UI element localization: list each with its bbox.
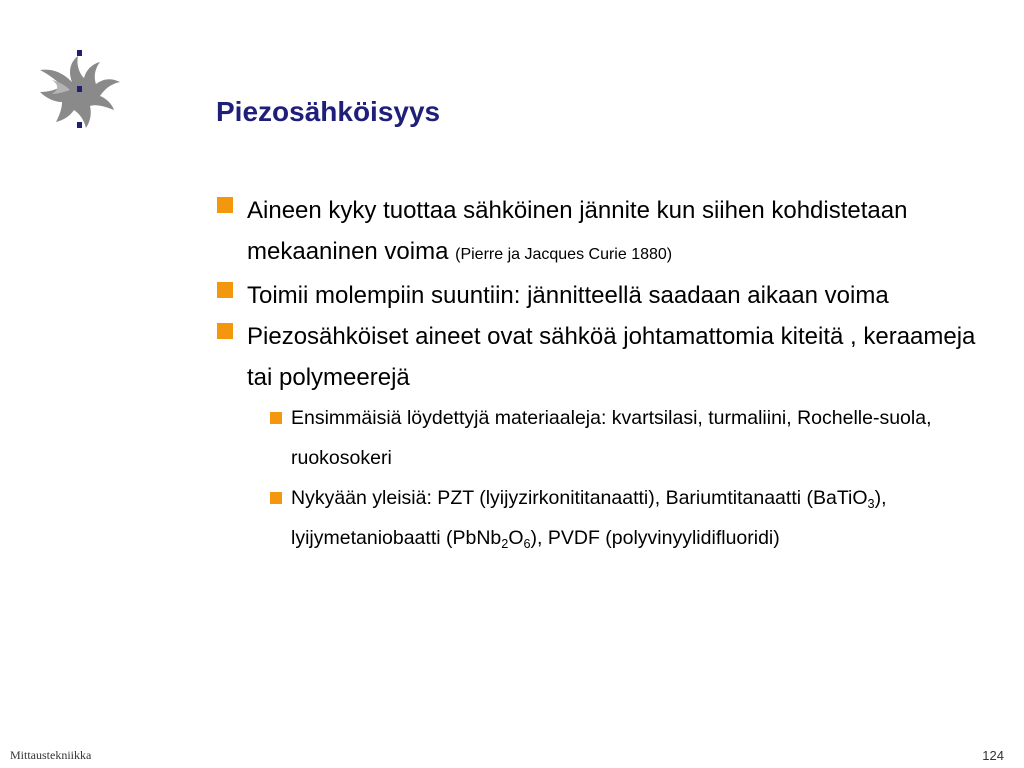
subscript: 2 bbox=[501, 536, 509, 551]
orange-square-bullet-icon bbox=[217, 282, 233, 298]
footer-page-number: 124 bbox=[982, 748, 1004, 763]
orange-square-subbullet-icon bbox=[270, 492, 282, 504]
subscript: 6 bbox=[523, 536, 531, 551]
bullet-text: Piezosähköiset aineet ovat sähköä johtamattomia kiteitä , keraameja tai polymeerejä bbox=[247, 323, 976, 391]
orange-square-subbullet-icon bbox=[270, 412, 282, 424]
subbullet-item bbox=[216, 398, 996, 478]
bullet-text: Aineen kyky tuottaa sähköinen jännite kun siihen kohdistetaan mekaaninen voima bbox=[247, 197, 908, 265]
bullet-text: Toimii molempiin suuntiin: jännitteellä saadaan aikaan voima bbox=[247, 282, 889, 309]
subbullet-text: Ensimmäisiä löydettyjä materiaaleja: kvartsilasi, turmaliini, Rochelle-suola, ruokosokeri bbox=[291, 407, 932, 469]
subbullet-text-part: ), PVDF (polyvinyylidifluoridi) bbox=[530, 527, 780, 549]
bullet-note: (Pierre ja Jacques Curie 1880) bbox=[455, 246, 673, 263]
bullet-item bbox=[216, 316, 996, 398]
subbullet-text-part: Nykyään yleisiä: PZT (lyijyzirkonititanaatti), Bariumtitanaatti (BaTiO bbox=[291, 487, 868, 509]
slide-title: Piezosähköisyys bbox=[216, 96, 441, 127]
orange-square-bullet-icon bbox=[217, 197, 233, 213]
flame-logo-icon bbox=[34, 44, 126, 136]
footer-course-name: Mittaustekniikka bbox=[10, 748, 92, 762]
bullet-item bbox=[216, 275, 996, 316]
orange-square-bullet-icon bbox=[217, 323, 233, 339]
subscript: 3 bbox=[867, 496, 875, 511]
slide-content bbox=[216, 190, 996, 558]
subbullet-text-part: O bbox=[508, 527, 524, 549]
bullet-item bbox=[216, 190, 996, 275]
subbullet-text-part: ), lyijymetaniobaatti (PbNb bbox=[291, 487, 887, 549]
subbullet-item bbox=[216, 478, 996, 558]
